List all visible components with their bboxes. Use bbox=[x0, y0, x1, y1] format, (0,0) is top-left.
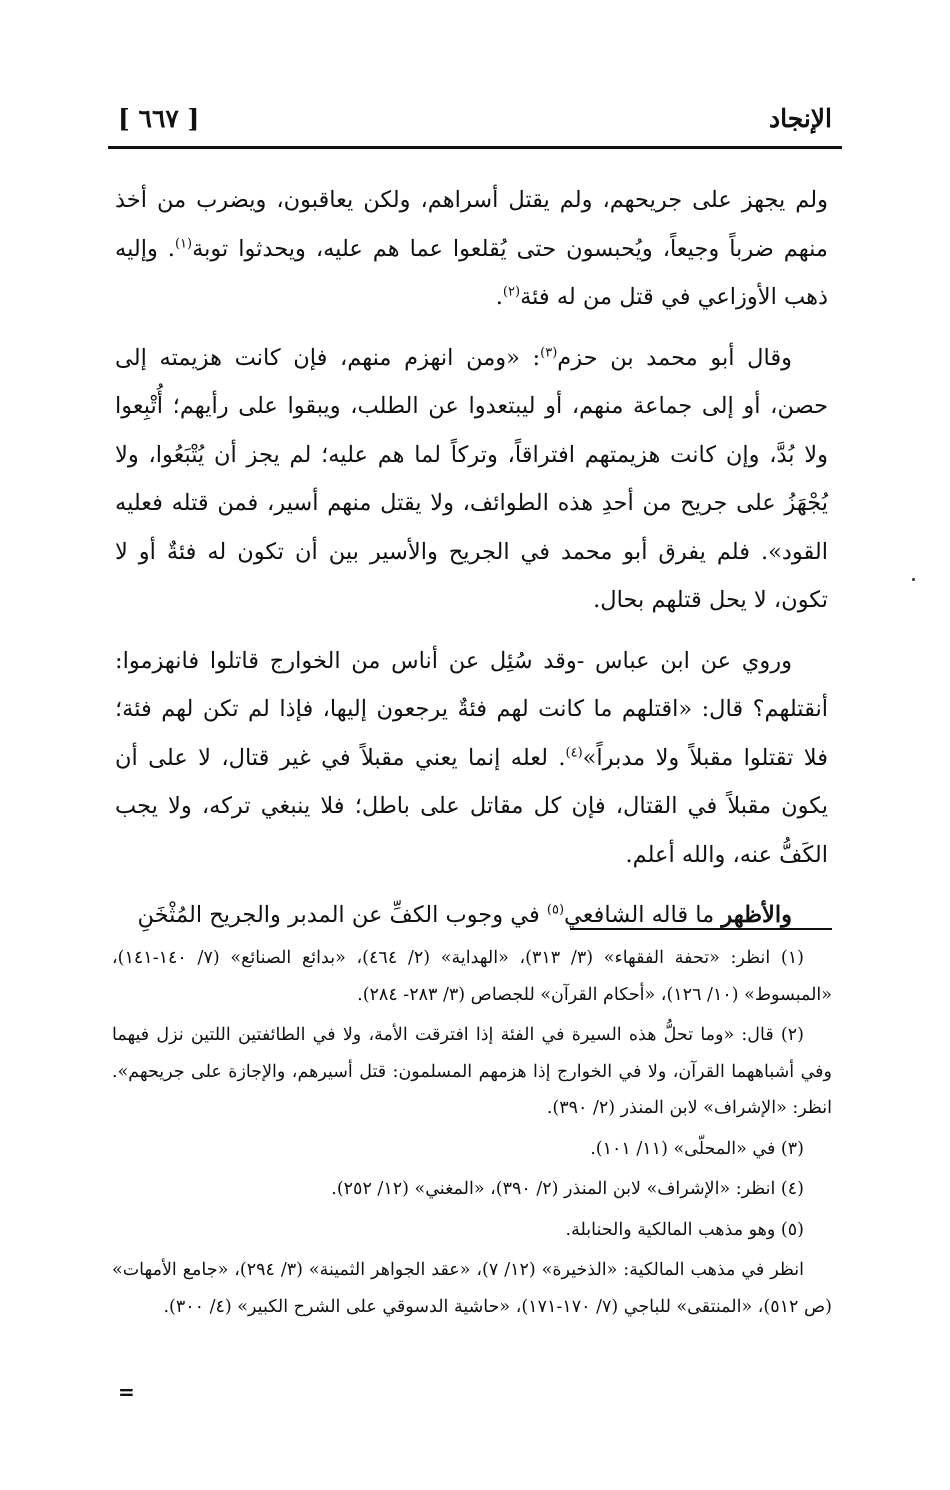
footnote-ref-4[interactable]: (٤) bbox=[565, 745, 583, 760]
footnotes bbox=[112, 940, 832, 1329]
continuation-mark: = bbox=[118, 1380, 135, 1404]
paragraph-1 bbox=[115, 176, 828, 322]
paragraph-4 bbox=[115, 891, 828, 940]
emphasis-word: والأظهر bbox=[721, 902, 792, 928]
paragraph-2-quote: : «ومن انهزم منهم، فإن كانت هزيمته إلى حصن، أو إلى جماعة منهم، أو ليبتعدوا عن الطلب، ويبقوا على رأيهم؛ أُتْبِعوا ولا بُدَّ، وإن كانت هزيمتهم افتراقاً، وتركاً لما هم عليه؛ لم يجز أن يُتْبَعُوا، ولا يُجْهَزُ على جريح من أحدِ هذه الطوائف، ولا يقتل منهم أسير، فمن قتله فعليه القود». فلم يفرق أبو محمد في الجريح والأسير بين أن تكون له فئةٌ أو لا تكون، لا يحل قتلهم بحال. bbox=[115, 344, 828, 613]
footnote-3: (٣) في «المحلّى» (١١/ ١٠١). bbox=[590, 1138, 804, 1159]
page-header bbox=[118, 96, 832, 140]
paragraph-4-text-cont: في وجوب الكفِّ عن المدبر والجريح المُثْخَنِ bbox=[137, 902, 547, 928]
page-number: [ ٦٦٧ ] bbox=[118, 103, 200, 133]
footnote-ref-1[interactable]: (١) bbox=[174, 236, 193, 251]
paragraph-3-text: وروي عن ابن عباس -وقد سُئِل عن أناس من الخوارج قاتلوا فانهزموا: أنقتلهم؟ قال: «اقتلهم ما كانت لهم فئةٌ يرجعون إليها، فإذا لم تكن لهم فئة؛ فلا تقتلوا مقبلاً ولا مدبراً» bbox=[115, 647, 828, 771]
paragraph-4-text: ما قاله الشافعي bbox=[564, 902, 722, 928]
footnote-5-continued: انظر في مذهب المالكية: «الذخيرة» (١٢/ ٧)، «عقد الجواهر الثمينة» (٣/ ٢٩٤)، «جامع الأمهات» (ص ٥١٢)، «المنتقى» للباجي (٧/ ١٧٠-١٧١)، «حاشية الدسوقي على الشرح الكبير» (٤/ ٣٠٠). bbox=[112, 1260, 832, 1317]
paragraph-1-text-cont: . وإليه ذهب الأوزاعي في قتل من له فئة bbox=[115, 235, 828, 310]
paragraph-1-end: . bbox=[495, 284, 503, 310]
footnote-ref-3[interactable]: (٣) bbox=[540, 345, 558, 360]
running-title: الإنجاد bbox=[768, 103, 832, 133]
footnote-1: (١) انظر: «تحفة الفقهاء» (٣/ ٣١٣)، «الهداية» (٢/ ٤٦٤)، «بدائع الصنائع» (٧/ ١٤٠-١٤١)، «المبسوط» (١٠/ ١٢٦)، «أحكام القرآن» للجصاص (٣/ ٢٨٣- ٢٨٤). bbox=[112, 948, 832, 1005]
main-text bbox=[115, 176, 828, 952]
paragraph-2 bbox=[115, 334, 828, 625]
paragraph-3-text-cont: . لعله إنما يعني مقبلاً في غير قتال، لا على أن يكون مقبلاً في القتال، فإن كل مقاتل على باطل؛ فلا ينبغي تركه، ولا يجب الكَفُّ عنه، والله أعلم. bbox=[115, 744, 828, 868]
footnote-ref-5[interactable]: (٥) bbox=[546, 902, 565, 918]
paragraph-3 bbox=[115, 637, 828, 880]
footnote-2: (٢) قال: «وما تحلُّ هذه السيرة في الفئة إذا افترقت الأمة، ولا في الطائفتين اللتين نزل فيهما وفي أشباههما القرآن، ولا في الخوارج إذا هزمهم المسلمون: قتل أسيرهم، والإجازة على جريحهم». انظر: «الإشراف» لابن المنذر (٢/ ٣٩٠). bbox=[112, 1025, 832, 1118]
paragraph-1-text: ولم يجهز على جريحهم، ولم يقتل أسراهم، ولكن يعاقبون، ويضرب من أخذ منهم ضرباً وجيعاً، ويُحبسون حتى يُقلعوا عما هم عليه، ويحدثوا توبة bbox=[115, 187, 828, 262]
footnote-5: (٥) وهو مذهب المالكية والحنابلة. bbox=[565, 1219, 804, 1240]
margin-dot bbox=[912, 578, 915, 581]
footnote-separator bbox=[570, 928, 832, 930]
paragraph-2-text: وقال أبو محمد بن حزم bbox=[557, 344, 792, 371]
footnote-ref-2[interactable]: (٢) bbox=[502, 284, 521, 300]
footnote-4: (٤) انظر: «الإشراف» لابن المنذر (٢/ ٣٩٠)، «المغني» (١٢/ ٢٥٢). bbox=[331, 1179, 804, 1199]
header-rule bbox=[108, 146, 842, 149]
